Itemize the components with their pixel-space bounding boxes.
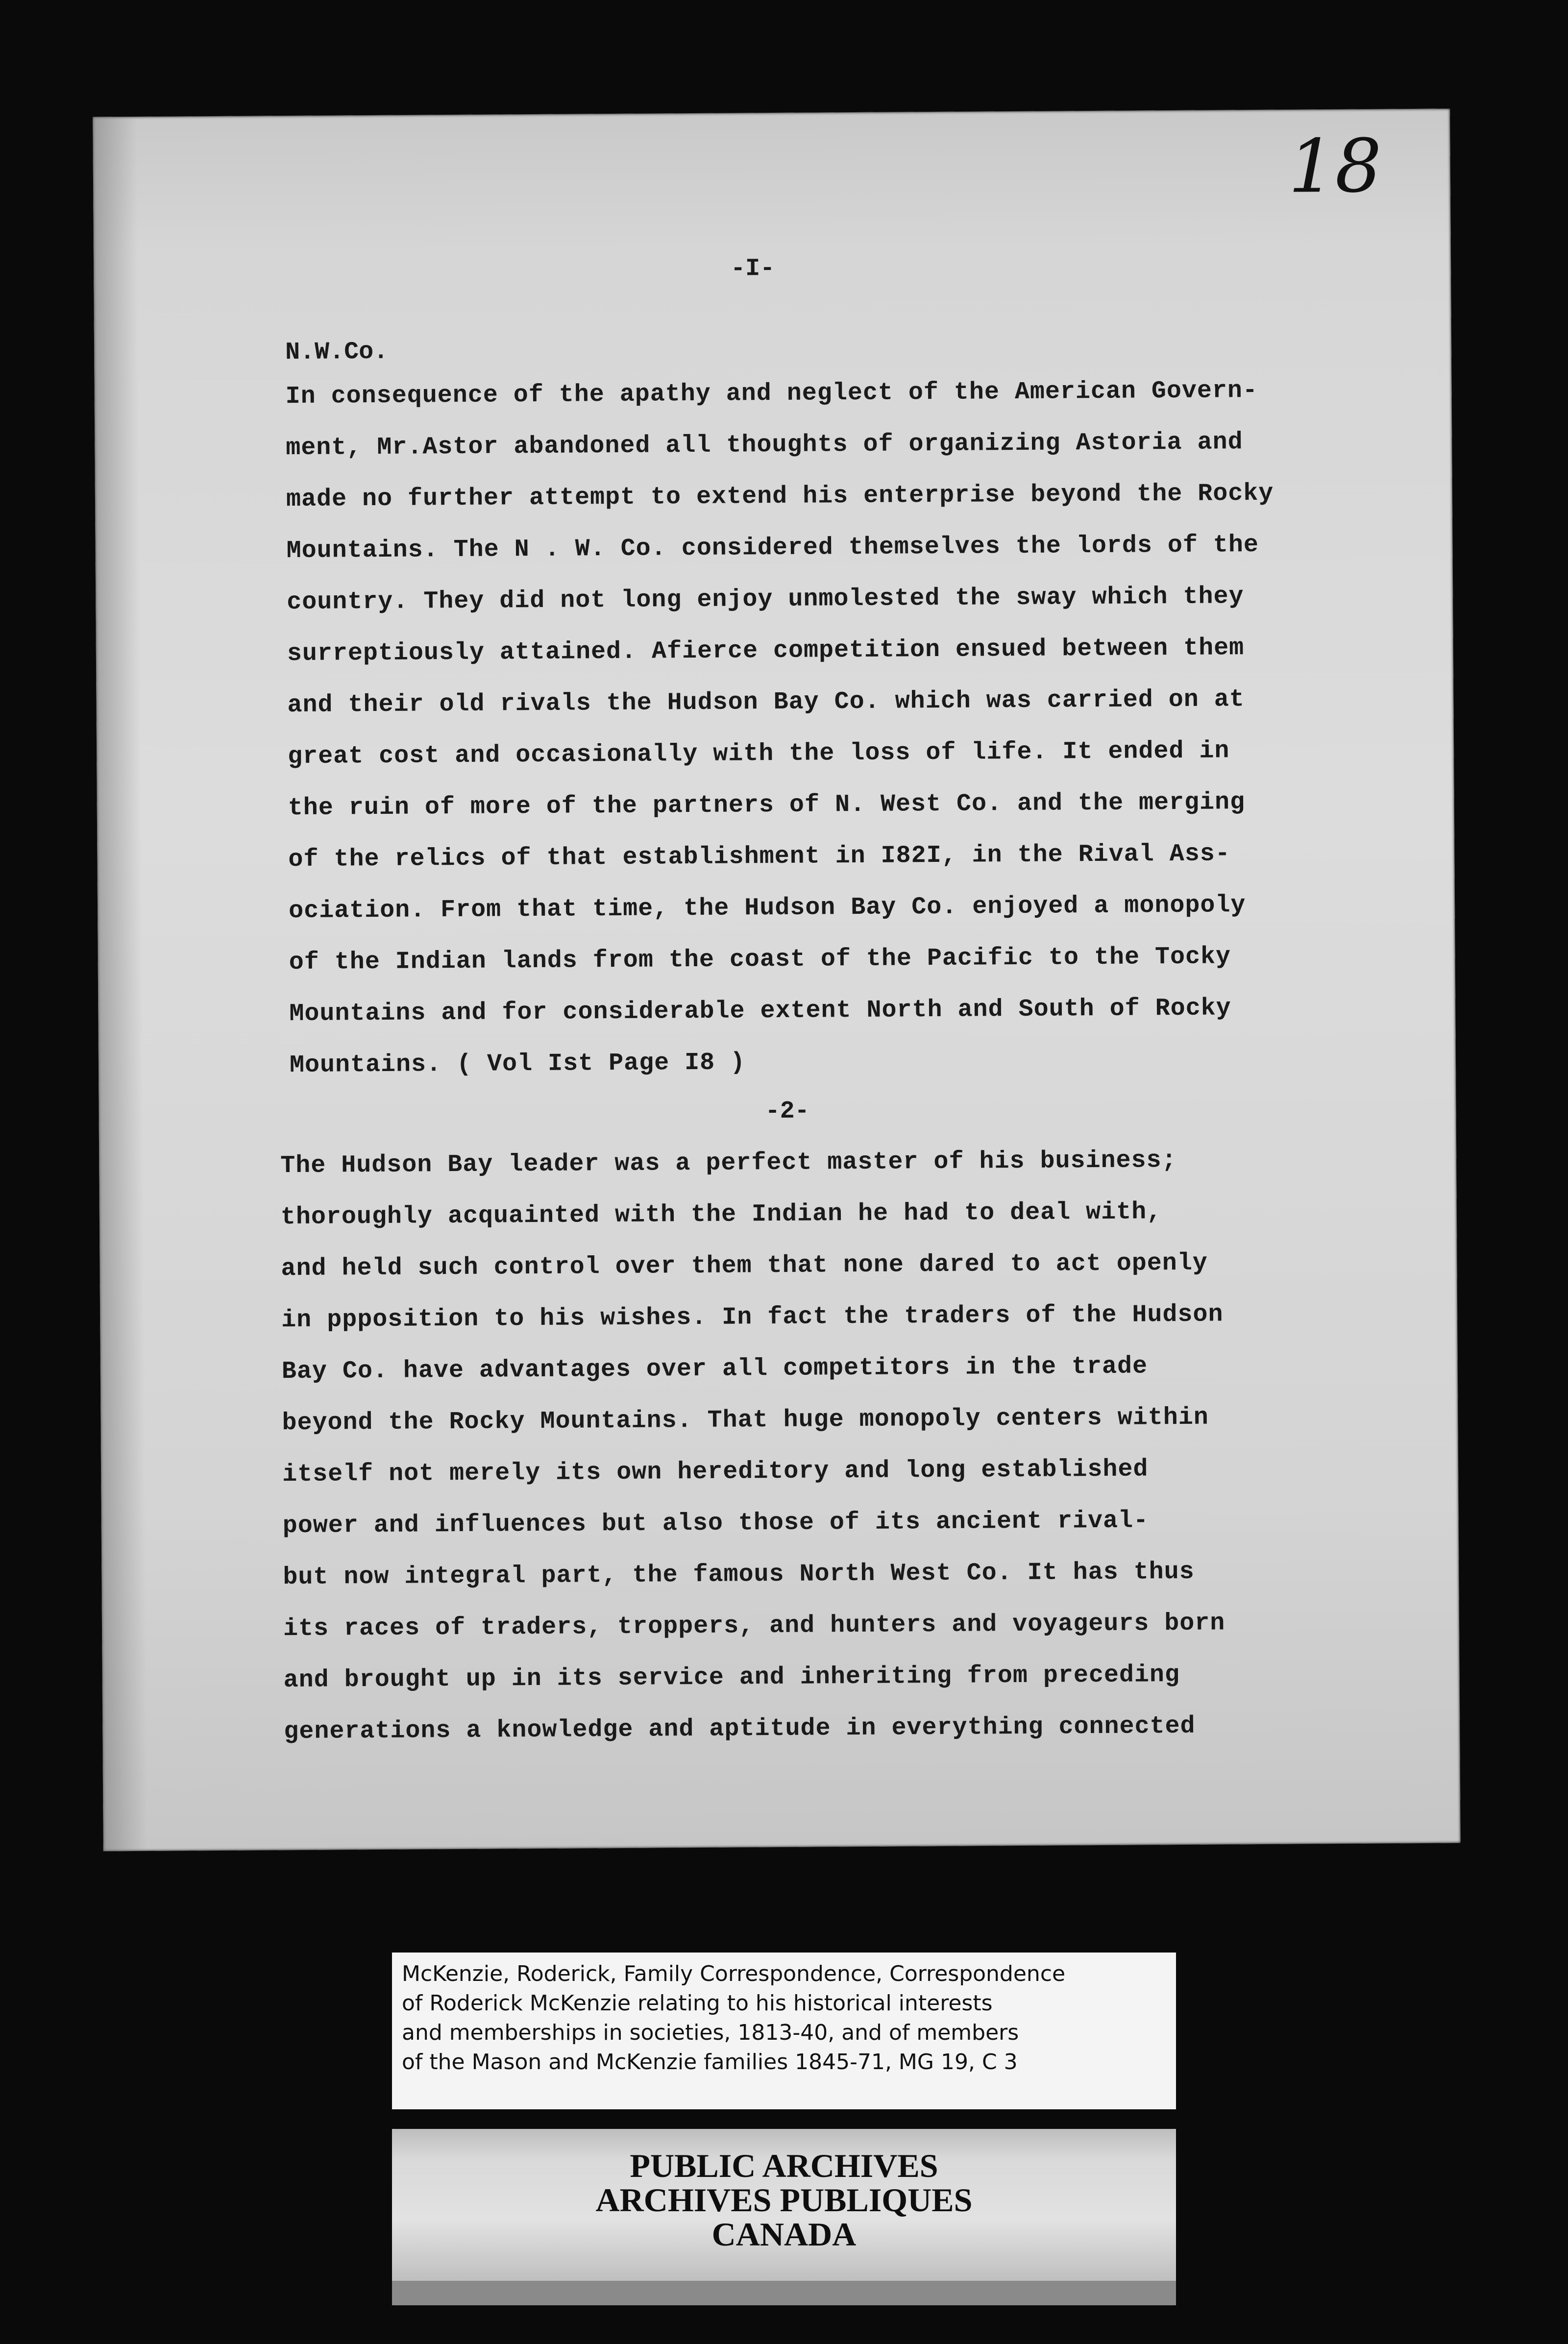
text-line: ment, Mr.Astor abandoned all thoughts of organizing Astoria and <box>286 428 1243 463</box>
section-marker-1: -I- <box>730 254 775 283</box>
text-line: Mountains. ( Vol Ist Page I8 ) <box>289 1049 746 1080</box>
text-line: The Hudson Bay leader was a perfect master of his business; <box>280 1147 1177 1180</box>
caption-line: of the Mason and McKenzie families 1845-71, MG 19, C 3 <box>402 2050 1018 2075</box>
text-line: and their old rivals the Hudson Bay Co. which was carried on at <box>287 685 1245 720</box>
text-line: Bay Co. have advantages over all competitors in the trade <box>281 1352 1148 1386</box>
text-line: itself not merely its own hereditory and long established <box>282 1455 1149 1489</box>
text-line: ociation. From that time, the Hudson Bay Co. enjoyed a monopoly <box>288 891 1246 926</box>
caption-line: of Roderick McKenzie relating to his historical interests <box>402 1991 993 2016</box>
caption-line: and memberships in societies, 1813-40, and of members <box>402 2020 1019 2045</box>
page-number: 18 <box>1288 123 1382 210</box>
text-line: and brought up in its service and inheriting from preceding <box>283 1660 1180 1695</box>
text-line: thoroughly acquainted with the Indian he had to deal with, <box>280 1198 1162 1232</box>
text-line: the ruin of more of the partners of N. West Co. and the merging <box>288 788 1246 823</box>
section-marker-2: -2- <box>765 1097 809 1126</box>
stamp-line-2: ARCHIVES PUBLIQUES <box>595 2181 973 2219</box>
stamp-base-strip <box>392 2281 1176 2305</box>
caption-line: McKenzie, Roderick, Family Correspondence, Correspondence <box>402 1961 1066 1986</box>
text-line: but now integral part, the famous North West Co. It has thus <box>283 1558 1195 1592</box>
text-line: country. They did not long enjoy unmolested the sway which they <box>287 583 1244 617</box>
text-line: beyond the Rocky Mountains. That huge monopoly centers within <box>282 1403 1209 1438</box>
text-line: In consequence of the apathy and neglect of the American Govern- <box>285 376 1258 411</box>
text-line: generations a knowledge and aptitude in everything connected <box>284 1712 1196 1746</box>
text-line: of the Indian lands from the coast of the Pacific to the Tocky <box>289 943 1231 977</box>
text-line: Mountains and for considerable extent North and South of Rocky <box>289 994 1231 1028</box>
stamp-line-1: PUBLIC ARCHIVES <box>630 2147 938 2184</box>
text-line: made no further attempt to extend his enterprise beyond the Rocky <box>286 479 1274 514</box>
text-line: power and influences but also those of its ancient rival- <box>282 1507 1149 1540</box>
text-line: in ppposition to his wishes. In fact the traders of the Hudson <box>281 1300 1224 1335</box>
heading: N.W.Co. <box>285 338 389 367</box>
text-line: great cost and occasionally with the loss of life. It ended in <box>288 737 1230 771</box>
archive-caption-label <box>392 1953 1176 2109</box>
text-line: Mountains. The N . W. Co. considered themselves the lords of the <box>286 531 1259 565</box>
text-line: and held such control over them that none dared to act openly <box>281 1249 1208 1283</box>
stamp-line-3: CANADA <box>711 2216 857 2253</box>
archives-stamp <box>392 2129 1176 2281</box>
text-line: of the relics of that establishment in I82I, in the Rival Ass- <box>288 840 1230 874</box>
text-line: surreptiously attained. Afierce competition ensued between them <box>287 634 1245 668</box>
document-page <box>93 109 1461 1852</box>
text-line: its races of traders, troppers, and hunters and voyageurs born <box>283 1609 1225 1643</box>
